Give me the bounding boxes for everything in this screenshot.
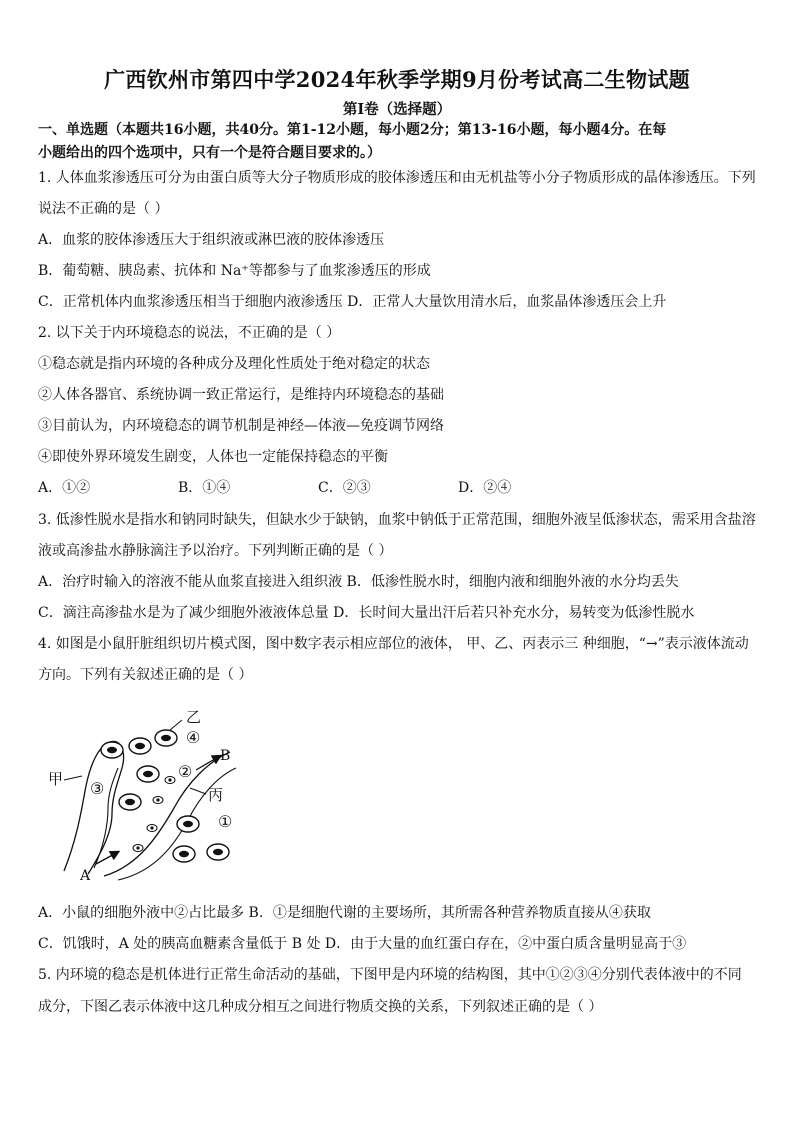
q3-options-cd: C．滴注高渗盐水是为了减少细胞外液液体总量 D．长时间大量出汗后若只补充水分，易转变为低渗性脱水 [38,605,695,621]
label-a: A [80,868,91,884]
q2-option-c: C．②③ [318,480,371,496]
label-jia: 甲 [48,770,64,788]
q1-stem-line-2: 说法不正确的是（ ） [38,201,169,217]
blood-cells [133,777,175,852]
q2-statement-2: ②人体各器官、系统协调一致正常运行，是维持内环境稳态的基础 [38,387,444,403]
page-title: 广西钦州市第四中学2024年秋季学期9月份考试高二生物试题 [104,67,690,92]
q2-statement-4: ④即使外界环境发生剧变，人体也一定能保持稳态的平衡 [38,449,388,465]
liver-tissue-figure [38,696,258,886]
label-yi: 乙 [186,708,202,726]
q4-options-cd: C．饥饿时，A 处的胰高血糖素含量低于 B 处 D．由于大量的血红蛋白存在，②中蛋白质含量明显高于③ [38,936,687,952]
q1-option-b: B．葡萄糖、胰岛素、抗体和 Na⁺等都参与了血浆渗透压的形成 [38,263,431,279]
q2-option-b: B．①④ [178,480,231,496]
q2-statement-1: ①稳态就是指内环境的各种成分及理化性质处于绝对稳定的状态 [38,356,430,372]
q4-stem-line-2: 方向。下列有关叙述正确的是（ ） [38,667,253,683]
q4-stem-line-1: 4. 如图是小鼠肝脏组织切片模式图，图中数字表示相应部位的液体， 甲、乙、丙表示三 种细胞，“→”表示液体流动 [38,636,749,652]
label-n3: ③ [90,779,105,798]
section-instruction-line-1: 一、单选题（本题共16小题，共40分。第1-12小题，每小题2分；第13-16小题，每小题4分。在每 [38,122,667,138]
q3-stem-line-2: 液或高渗盐水静脉滴注予以治疗。下列判断正确的是（ ） [38,543,393,559]
q5-stem-line-2: 成分，下图乙表示体液中这几种成分相互之间进行物质交换的关系，下列叙述正确的是（ ） [38,999,603,1015]
q2-stem: 2. 以下关于内环境稳态的说法，不正确的是（ ） [38,325,341,341]
q4-options-ab: A．小鼠的细胞外液中②占比最多 B．①是细胞代谢的主要场所，其所需各种营养物质直接从④获取 [38,905,651,921]
label-n4: ④ [186,728,201,747]
section-instruction-line-2: 小题给出的四个选项中，只有一个是符合题目要求的。） [38,145,381,161]
q5-stem-line-1: 5. 内环境的稳态是机体进行正常生命活动的基础，下图甲是内环境的结构图，其中①②③④分别代表体液中的不同 [38,967,742,983]
q1-option-a: A．血浆的胶体渗透压大于组织液或淋巴液的胶体渗透压 [38,232,385,248]
q2-option-d: D．②④ [458,480,512,496]
q1-stem-line-1: 1. 人体血浆渗透压可分为由蛋白质等大分子物质形成的胶体渗透压和由无机盐等小分子物质形成的晶体渗透压。下列 [38,170,756,186]
label-n2: ② [178,762,193,781]
q3-stem-line-1: 3. 低渗性脱水是指水和钠同时缺失，但缺水少于缺钠，血浆中钠低于正常范围，细胞外液呈低渗状态，需采用含盐溶 [38,512,756,528]
part-heading: 第I卷（选择题） [342,101,452,118]
flow-arrow-b [196,756,220,770]
q2-options [38,478,762,498]
q1-options-cd: C．正常机体内血浆渗透压相当于细胞内液渗透压 D．正常人大量饮用清水后，血浆晶体渗透压会上升 [38,294,667,310]
q2-option-a: A．①② [38,480,91,496]
label-b: B [220,748,231,764]
q2-statement-3: ③目前认为，内环境稳态的调节机制是神经—体液—免疫调节网络 [38,418,444,434]
q3-options-ab: A．治疗时输入的溶液不能从血浆直接进入组织液 B．低渗性脱水时，细胞内液和细胞外液的水分均丢失 [38,574,679,590]
label-n1: ① [218,812,233,831]
label-bing: 丙 [208,786,224,804]
